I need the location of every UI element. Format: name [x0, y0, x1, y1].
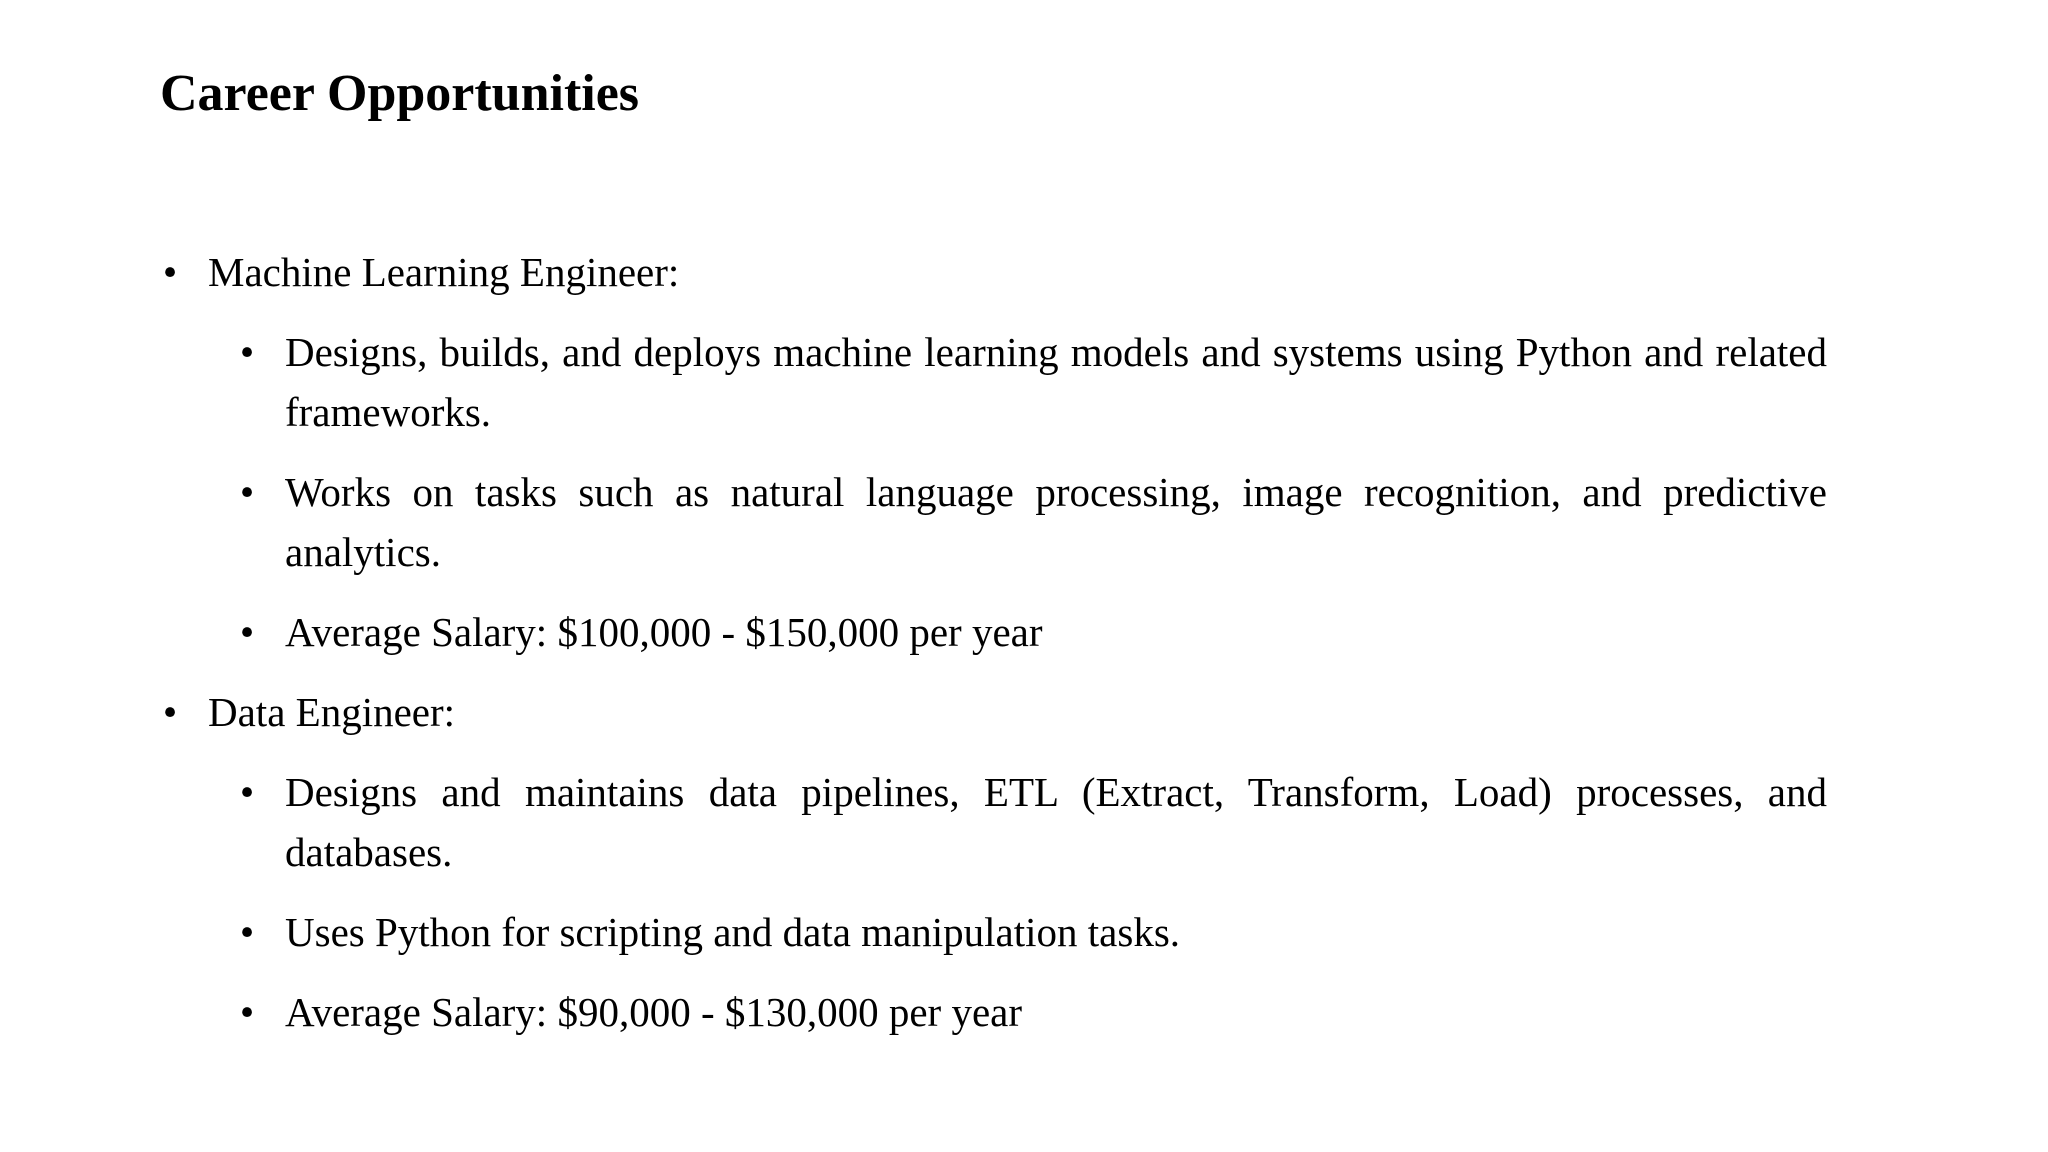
detail-item: [237, 462, 1827, 582]
career-details-group: [160, 322, 1904, 662]
detail-text: Designs and maintains data pipelines, ETL (Extract, Transform, Load) processes, and databases.: [285, 769, 1827, 875]
detail-text: Uses Python for scripting and data manipulation tasks.: [285, 909, 1181, 955]
bullet-icon: •: [239, 989, 255, 1035]
bullet-icon: •: [162, 249, 178, 295]
bullet-icon: •: [239, 469, 255, 515]
career-item-data-engineer: [160, 682, 1904, 742]
career-heading: Machine Learning Engineer:: [208, 249, 680, 295]
career-item-machine-learning-engineer: [160, 242, 1904, 302]
detail-text: Works on tasks such as natural language processing, image recognition, and predictive analytics.: [285, 469, 1827, 575]
career-details-machine-learning-engineer: [160, 322, 1827, 662]
detail-item: [237, 602, 1827, 662]
slide-content: [160, 242, 1904, 1062]
career-details-data-engineer: [160, 762, 1827, 1042]
bullet-icon: •: [162, 689, 178, 735]
detail-text-salary: Average Salary: $90,000 - $130,000 per year: [285, 989, 1022, 1035]
bullet-icon: •: [239, 609, 255, 655]
bullet-icon: •: [239, 329, 255, 375]
detail-item: [237, 762, 1827, 882]
detail-text-salary: Average Salary: $100,000 - $150,000 per year: [285, 609, 1043, 655]
detail-item: [237, 982, 1827, 1042]
slide-title: Career Opportunities: [160, 65, 640, 122]
detail-item: [237, 322, 1827, 442]
bullet-icon: •: [239, 909, 255, 955]
detail-item: [237, 902, 1827, 962]
career-list: [160, 242, 1904, 1042]
bullet-icon: •: [239, 769, 255, 815]
detail-text: Designs, builds, and deploys machine learning models and systems using Python and related frameworks.: [285, 329, 1827, 435]
career-heading: Data Engineer:: [208, 689, 456, 735]
career-details-group: [160, 762, 1904, 1042]
